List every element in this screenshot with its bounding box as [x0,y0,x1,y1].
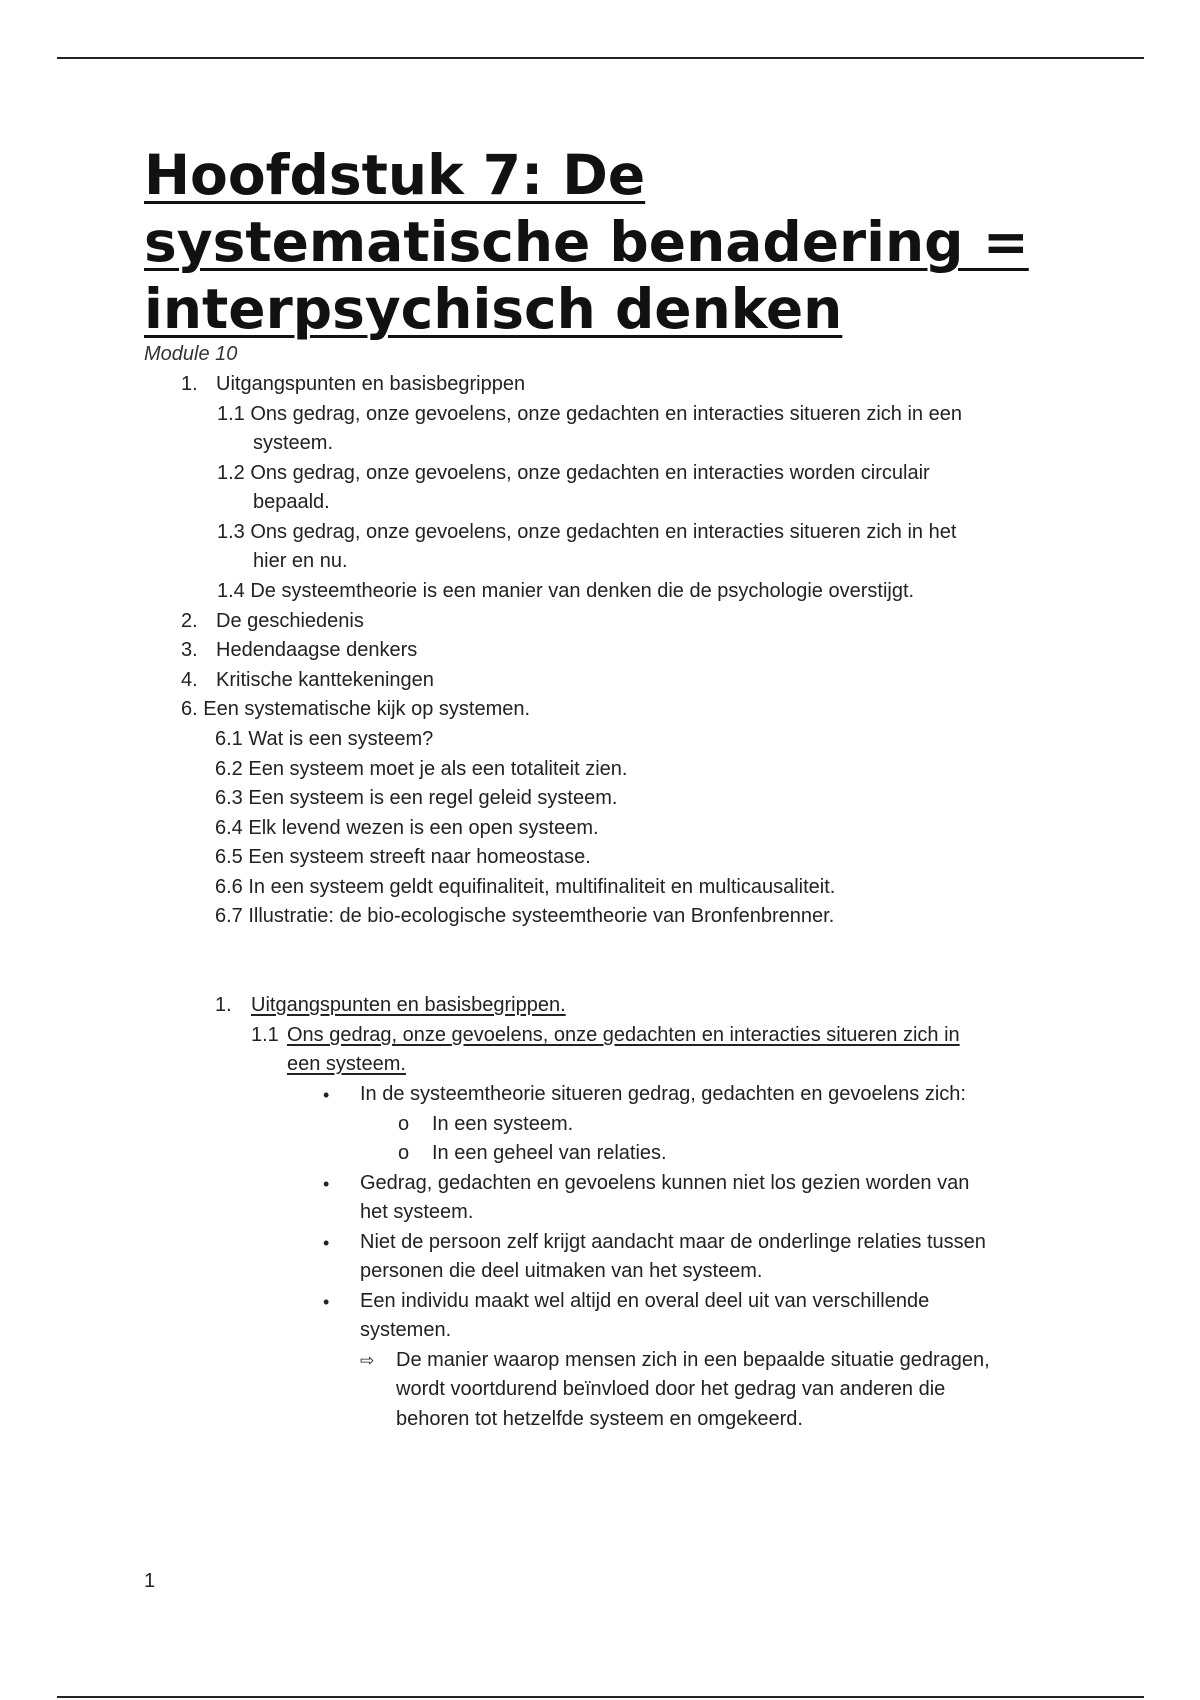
sub-bullet-marker: o [398,1142,410,1164]
toc-subitem-1-4: 1.4 De systeemtheorie is een manier van denken die de psychologie overstijgt. [217,580,915,602]
bullet-item-continuation: systemen. [360,1319,452,1341]
toc-subitem-continuation: systeem. [253,432,334,454]
page-number: 1 [144,1570,156,1592]
toc-item-label: Kritische kanttekeningen [216,669,434,691]
bullet-item: In de systeemtheorie situeren gedrag, gedachten en gevoelens zich: [360,1083,966,1105]
bullet-marker: • [323,1292,330,1312]
toc-item-number: 4. [181,669,198,691]
toc-subitem-6-7: 6.7 Illustratie: de bio-ecologische systeemtheorie van Bronfenbrenner. [215,905,835,927]
toc-subitem-6-2: 6.2 Een systeem moet je als een totaliteit zien. [215,758,628,780]
page-title: Hoofdstuk 7: De systematische benadering = interpsychisch denken [144,143,1029,341]
module-label: Module 10 [144,343,238,365]
footer-rule [57,1696,1144,1698]
toc-item-label: Uitgangspunten en basisbegrippen [216,373,526,395]
sub-bullet-marker: o [398,1113,410,1135]
subsection-number: 1.1 [251,1024,279,1046]
arrow-right-icon: ⇨ [360,1351,375,1370]
toc-item-label: Hedendaagse denkers [216,639,418,661]
bullet-item: Gedrag, gedachten en gevoelens kunnen niet los gezien worden van [360,1172,970,1194]
arrow-item: De manier waarop mensen zich in een bepaalde situatie gedragen, [396,1349,990,1371]
toc-item-number: 2. [181,610,198,632]
arrow-item-continuation: wordt voortdurend beïnvloed door het gedrag van anderen die [396,1378,946,1400]
toc-subitem-1-3: 1.3 Ons gedrag, onze gevoelens, onze gedachten en interacties situeren zich in het [217,521,957,543]
toc-subitem-6-3: 6.3 Een systeem is een regel geleid systeem. [215,787,618,809]
bullet-item-continuation: het systeem. [360,1201,474,1223]
bullet-item-continuation: personen die deel uitmaken van het systeem. [360,1260,763,1282]
toc-subitem-1-1: 1.1 Ons gedrag, onze gevoelens, onze gedachten en interacties situeren zich in een [217,403,962,425]
subsection-title-continuation: een systeem. [287,1053,406,1075]
toc-item-6: 6. Een systematische kijk op systemen. [181,698,531,720]
section-number: 1. [215,994,232,1016]
bullet-marker: • [323,1174,330,1194]
section-title: Uitgangspunten en basisbegrippen. [251,994,566,1016]
toc-subitem-1-2: 1.2 Ons gedrag, onze gevoelens, onze gedachten en interacties worden circulair [217,462,930,484]
toc-subitem-6-4: 6.4 Elk levend wezen is een open systeem. [215,817,599,839]
toc-subitem-continuation: hier en nu. [253,550,348,572]
toc-item-number: 3. [181,639,198,661]
sub-bullet-item: In een geheel van relaties. [432,1142,667,1164]
toc-subitem-6-5: 6.5 Een systeem streeft naar homeostase. [215,846,591,868]
toc-subitem-6-1: 6.1 Wat is een systeem? [215,728,434,750]
subsection-title: Ons gedrag, onze gevoelens, onze gedachten en interacties situeren zich in [287,1024,960,1046]
sub-bullet-item: In een systeem. [432,1113,574,1135]
bullet-marker: • [323,1233,330,1253]
arrow-item-continuation: behoren tot hetzelfde systeem en omgekeerd. [396,1408,803,1430]
toc-item-label: De geschiedenis [216,610,364,632]
toc-subitem-6-6: 6.6 In een systeem geldt equifinaliteit, multifinaliteit en multicausaliteit. [215,876,836,898]
bullet-item: Een individu maakt wel altijd en overal deel uit van verschillende [360,1290,930,1312]
toc-item-number: 1. [181,373,198,395]
bullet-item: Niet de persoon zelf krijgt aandacht maar de onderlinge relaties tussen [360,1231,986,1253]
toc-subitem-continuation: bepaald. [253,491,330,513]
bullet-marker: • [323,1085,330,1105]
header-rule [57,57,1144,59]
